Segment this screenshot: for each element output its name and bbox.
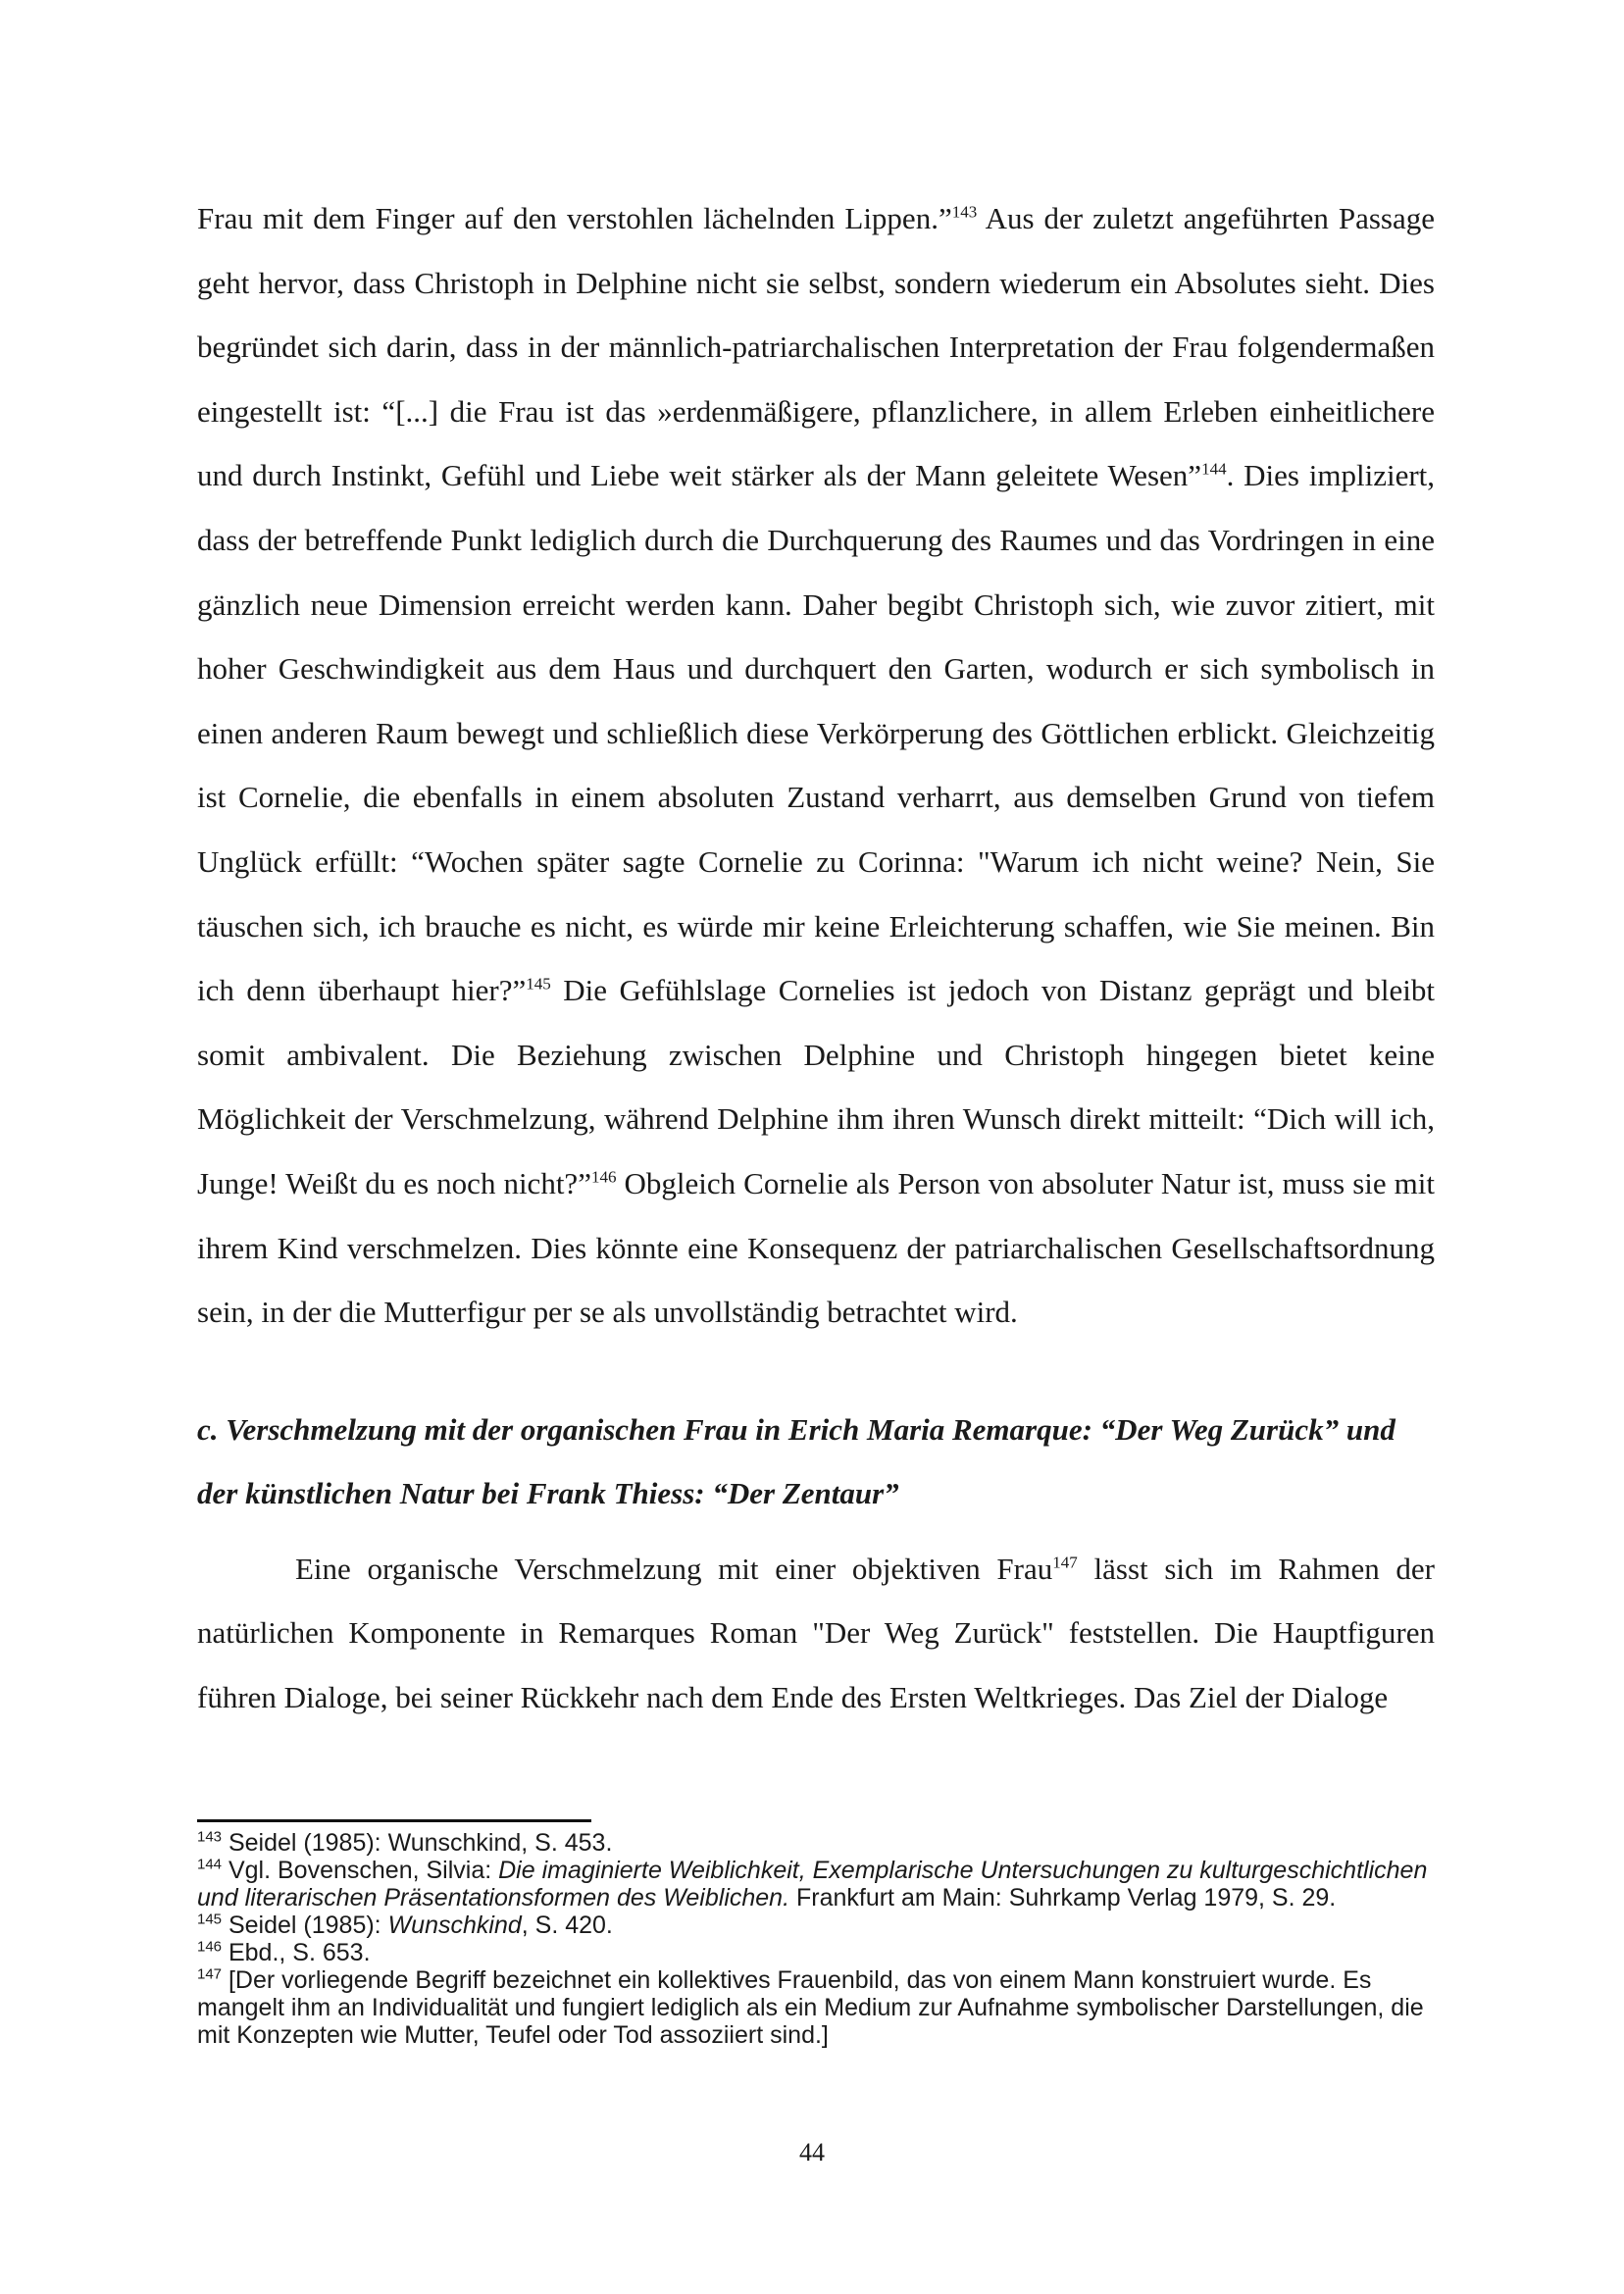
section-heading: c. Verschmelzung mit der organischen Frau in Erich Maria Remarque: “Der Weg Zurück” und der künstlichen Natur bei Frank Thiess: “Der Zentaur” — [197, 1411, 1396, 1510]
footnote-143 — [197, 1829, 1435, 1857]
footnote-number: 144 — [197, 1856, 223, 1873]
footnote-text: Ebd., S. 653. — [222, 1939, 371, 1966]
footnote-145 — [197, 1912, 1435, 1939]
paragraph-text: Frau mit dem Finger auf den verstohlen lächelnden Lippen.” — [197, 201, 952, 235]
footnote-text: Vgl. Bovenschen, Silvia: — [222, 1857, 499, 1884]
footnote-title: Die imaginierte Weiblichkeit, Exemplarische Untersuchungen zu kulturgeschichtlichen und literarischen Präsentationsformen des Weiblichen. — [197, 1857, 1428, 1912]
page-content — [197, 186, 1435, 1729]
paragraph-text: Obgleich Cornelie als Person von absoluter Natur ist, muss sie mit ihrem Kind verschmelzen. Dies könnte eine Konsequenz der patriarchalischen Gesellschaftsordnung sein, in der die Mutterfigur per se als unvollständig betrachtet wird. — [197, 1165, 1435, 1330]
paragraph-text: Aus der zuletzt angeführten Passage geht hervor, dass Christoph in Delphine nicht sie selbst, sondern wiederum ein Absolutes sieht. Dies begründet sich darin, dass in der männlich-patriarchalischen Interpretation der Frau folgendermaßen eingestellt ist: “[...] die Frau ist das »erdenmäßigere, pflanzlichere, in allem Erleben einheitlichere und durch Instinkt, Gefühl und Liebe weit stärker als der Mann geleitete Wesen” — [197, 201, 1436, 493]
footnote-divider — [197, 1819, 591, 1822]
footnotes — [197, 1819, 1435, 2049]
footnote-text: Frankfurt am Main: Suhrkamp Verlag 1979, S. 29. — [789, 1884, 1337, 1912]
footnote-text: Seidel (1985): — [222, 1912, 388, 1939]
footnote-ref-143[interactable]: 143 — [951, 202, 978, 222]
footnote-ref-147[interactable]: 147 — [1052, 1553, 1078, 1572]
footnote-number: 145 — [197, 1911, 223, 1928]
footnote-number: 143 — [197, 1828, 223, 1846]
body-paragraph — [197, 186, 1435, 1345]
page-number: 44 — [799, 2138, 825, 2167]
paragraph-text: . Dies impliziert, dass der betreffende Punkt lediglich durch die Durchquerung des Raumes und das Vordringen in eine gänzlich neue Dimension erreicht werden kann. Daher begibt Christoph sich, wie zuvor zitiert, mit hoher Geschwindigkeit aus dem Haus und durchquert den Garten, wodurch er sich symbolisch in einen anderen Raum bewegt und schließlich diese Verkörperung des Göttlichen erblickt. Gleichzeitig ist Cornelie, die ebenfalls in einem absoluten Zustand verharrt, aus demselben Grund von tiefem Unglück erfüllt: “Wochen später sagte Cornelie zu Corinna: "Warum ich nicht weine? Nein, Sie täuschen sich, ich brauche es nicht, es würde mir keine Erleichterung schaffen, wie Sie meinen. Bin ich denn überhaupt hier?” — [197, 458, 1436, 1008]
footnote-text: Seidel (1985): Wunschkind, S. 453. — [222, 1829, 613, 1857]
footnote-text: [Der vorliegende Begriff bezeichnet ein kollektives Frauenbild, das von einem Mann konstruiert wurde. Es mangelt ihm an Individualität und fungiert lediglich als ein Medium zur Aufnahme symbolischer Darstellungen, die mit Konzepten wie Mutter, Teufel oder Tod assoziiert sind.] — [197, 1966, 1424, 2049]
footnote-number: 146 — [197, 1938, 223, 1956]
paragraph-text: lässt sich im Rahmen der natürlichen Komponente in Remarques Roman "Der Weg Zurück" feststellen. Die Hauptfiguren führen Dialoge, bei seiner Rückkehr nach dem Ende des Ersten Weltkrieges. Das Ziel der Dialoge — [197, 1551, 1435, 1714]
footnote-text: , S. 420. — [521, 1912, 613, 1939]
footnote-ref-146[interactable]: 146 — [590, 1167, 617, 1187]
footnote-title: Wunschkind — [387, 1912, 522, 1939]
footnote-147 — [197, 1966, 1435, 2049]
footnote-number: 147 — [197, 1965, 223, 1983]
footnote-144 — [197, 1857, 1435, 1912]
footnote-ref-144[interactable]: 144 — [1201, 460, 1227, 480]
body-paragraph — [197, 1537, 1435, 1730]
paragraph-text: Die Gefühlslage Cornelies ist jedoch von Distanz geprägt und bleibt somit ambivalent. Die Beziehung zwischen Delphine und Christoph hingegen bietet keine Möglichkeit der Verschmelzung, während Delphine ihm ihren Wunsch direkt mitteilt: “Dich will ich, Junge! Weißt du es noch nicht?” — [197, 973, 1435, 1200]
footnote-ref-145[interactable]: 145 — [526, 974, 551, 994]
footnote-146 — [197, 1939, 1435, 1966]
paragraph-text: Eine organische Verschmelzung mit einer objektiven Frau — [295, 1551, 1053, 1586]
